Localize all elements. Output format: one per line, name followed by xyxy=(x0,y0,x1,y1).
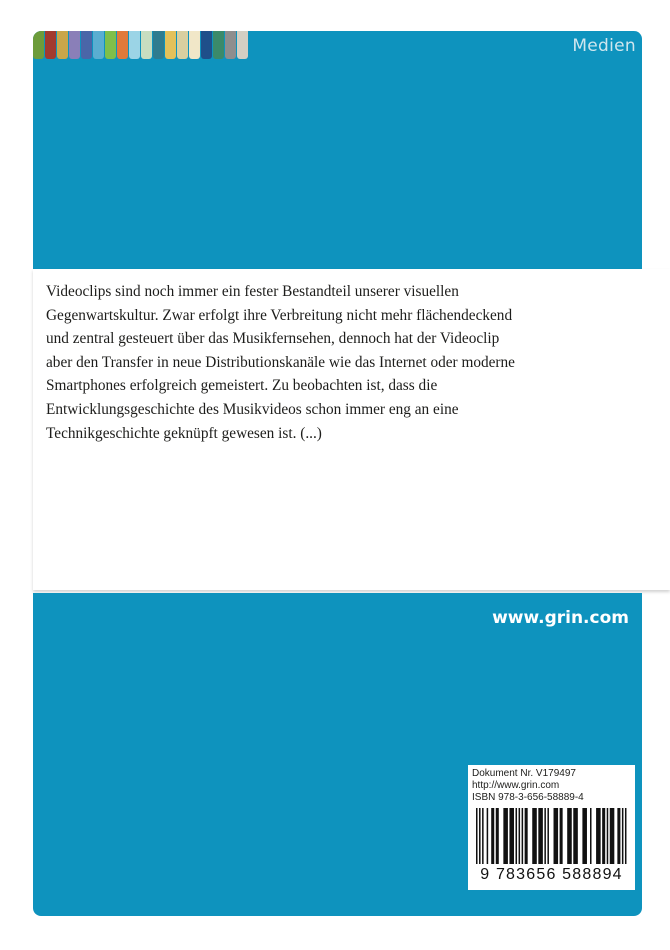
color-stripe xyxy=(225,31,236,59)
color-stripe xyxy=(201,31,212,59)
barcode-bar xyxy=(554,808,559,864)
barcode-bar xyxy=(602,808,605,864)
blurb-text: Videoclips sind noch immer ein fester Bestandteil unserer visuellen Gegenwartskultur. Zwar erfolgt ihre Verbreitung nicht mehr flächendeckend und zentral gesteuert über das Musikfernsehen, dennoch hat der Videoclip aber den Transfer in neue Distributionskanäle wie das Internet oder moderne Smartphones erfolgreich gemeistert. Zu beobachten ist, dass die Entwicklungsgeschichte des Musikvideos schon immer eng an eine Technikgeschichte geknüpft gewesen ist. (...) xyxy=(46,283,515,442)
barcode-bar xyxy=(590,808,592,864)
blurb-panel xyxy=(33,269,670,590)
barcode-bar xyxy=(567,808,572,864)
color-stripe xyxy=(165,31,176,59)
color-stripe xyxy=(213,31,224,59)
barcode-bar xyxy=(547,808,549,864)
color-stripe xyxy=(33,31,44,59)
color-stripe xyxy=(117,31,128,59)
barcode-bar xyxy=(482,808,484,864)
color-stripe xyxy=(141,31,152,59)
barcode-bar xyxy=(607,808,609,864)
color-stripe xyxy=(189,31,200,59)
color-stripe xyxy=(93,31,104,59)
barcode-bar xyxy=(544,808,546,864)
barcode-bar xyxy=(487,808,489,864)
barcode-bar xyxy=(496,808,499,864)
color-stripe xyxy=(81,31,92,59)
color-stripe xyxy=(237,31,248,59)
color-stripes xyxy=(33,31,249,59)
barcode-bar xyxy=(617,808,620,864)
publisher-url[interactable]: www.grin.com xyxy=(492,608,629,628)
barcode-bar xyxy=(622,808,624,864)
barcode-bar xyxy=(519,808,521,864)
barcode-bar xyxy=(625,808,627,864)
color-stripe xyxy=(57,31,68,59)
color-stripe xyxy=(69,31,80,59)
category-label: Medien xyxy=(572,36,636,56)
barcode-bar xyxy=(476,808,478,864)
color-stripe xyxy=(153,31,164,59)
color-stripe xyxy=(45,31,56,59)
barcode-bar xyxy=(522,808,524,864)
barcode-bar xyxy=(596,808,601,864)
document-isbn: ISBN 978-3-656-58889-4 xyxy=(472,792,584,803)
document-number: Dokument Nr. V179497 xyxy=(472,768,576,779)
document-info xyxy=(472,768,584,804)
cover-bottom-panel xyxy=(33,593,642,916)
barcode-bar xyxy=(582,808,587,864)
barcode-bar xyxy=(532,808,537,864)
document-website[interactable]: http://www.grin.com xyxy=(472,780,560,791)
barcode-bar xyxy=(491,808,494,864)
barcode-bar xyxy=(610,808,615,864)
color-stripe xyxy=(129,31,140,59)
barcode-bar xyxy=(516,808,518,864)
barcode-bar xyxy=(503,808,508,864)
barcode-bar xyxy=(538,808,543,864)
barcode-bar xyxy=(573,808,578,864)
color-stripe xyxy=(177,31,188,59)
barcode-bar xyxy=(525,808,528,864)
cover-top-panel xyxy=(33,31,642,269)
barcode-icon xyxy=(476,808,628,864)
barcode-digits: 9 783656 588894 xyxy=(480,866,623,883)
barcode-bar xyxy=(509,808,514,864)
barcode-bar xyxy=(560,808,563,864)
barcode-bar xyxy=(479,808,481,864)
color-stripe xyxy=(105,31,116,59)
barcode-box xyxy=(468,765,635,890)
